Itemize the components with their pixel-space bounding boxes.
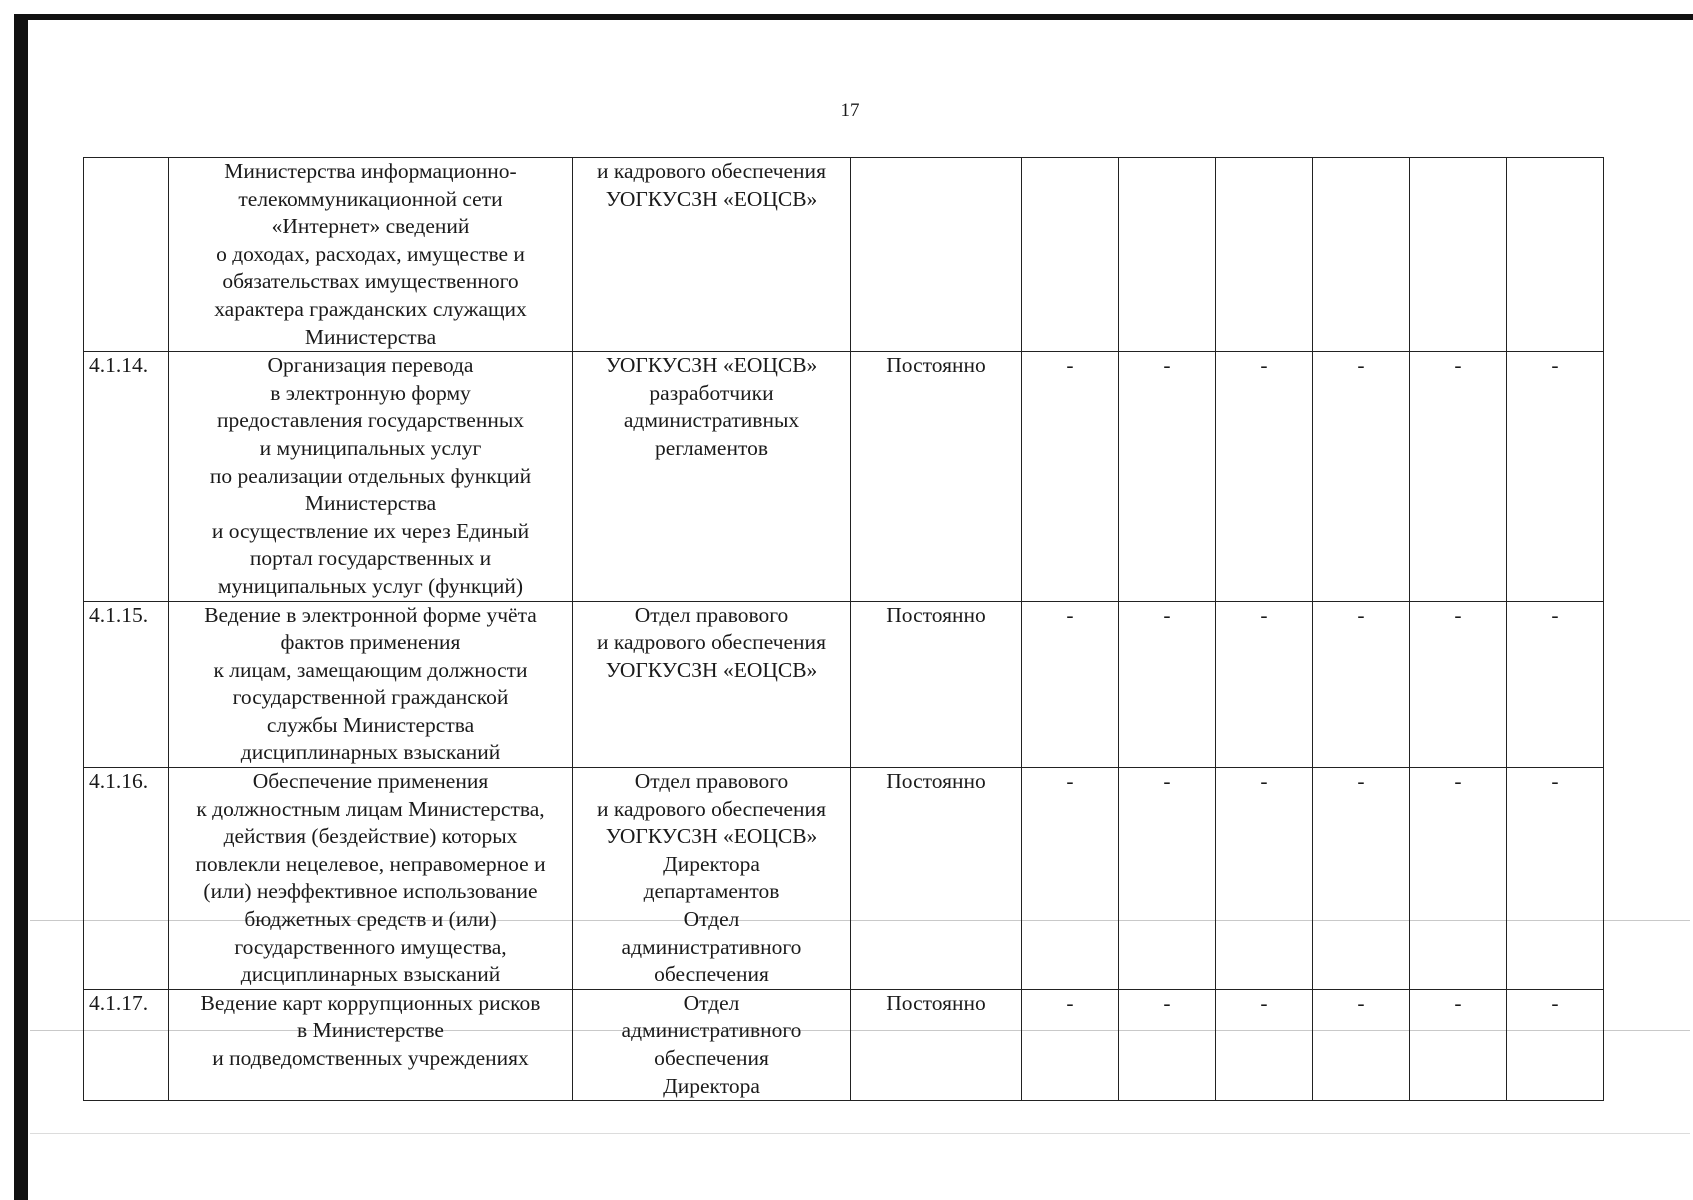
value-cell [1313, 158, 1410, 352]
item-number [84, 158, 169, 352]
value-cell: - [1313, 352, 1410, 601]
value-cell [1507, 158, 1604, 352]
value-cell: - [1410, 601, 1507, 768]
activity-name: Обеспечение применения к должностным лицам Министерства, действия (бездействие) которых повлекли нецелевое, неправомерное и (или) неэффективное использование бюджетных средств и (или) государственного имущества, дисциплинарных взысканий [169, 768, 573, 990]
value-cell: - [1313, 768, 1410, 990]
execution-term [851, 158, 1022, 352]
responsible-executor: УОГКУСЗН «ЕОЦСВ» разработчики административных регламентов [573, 352, 851, 601]
execution-term: Постоянно [851, 352, 1022, 601]
value-cell: - [1216, 601, 1313, 768]
value-cell: - [1022, 352, 1119, 601]
value-cell: - [1410, 768, 1507, 990]
value-cell: - [1022, 989, 1119, 1100]
value-cell: - [1119, 768, 1216, 990]
scan-edge-top [16, 14, 1693, 20]
value-cell: - [1119, 352, 1216, 601]
item-number: 4.1.16. [84, 768, 169, 990]
table-row [84, 352, 1604, 601]
value-cell [1410, 158, 1507, 352]
activity-name: Ведение в электронной форме учёта фактов применения к лицам, замещающим должности государственной гражданской службы Министерства дисциплинарных взысканий [169, 601, 573, 768]
activity-name: Ведение карт коррупционных рисков в Министерстве и подведомственных учреждениях [169, 989, 573, 1100]
value-cell: - [1313, 601, 1410, 768]
responsible-executor: и кадрового обеспечения УОГКУСЗН «ЕОЦСВ» [573, 158, 851, 352]
value-cell [1022, 158, 1119, 352]
value-cell: - [1507, 601, 1604, 768]
table-row [84, 601, 1604, 768]
responsible-executor: Отдел правового и кадрового обеспечения УОГКУСЗН «ЕОЦСВ» Директора департаментов Отдел административного обеспечения [573, 768, 851, 990]
value-cell: - [1119, 989, 1216, 1100]
value-cell: - [1410, 352, 1507, 601]
value-cell: - [1410, 989, 1507, 1100]
activity-table [83, 157, 1604, 1101]
page-number: 17 [840, 100, 860, 121]
item-number: 4.1.14. [84, 352, 169, 601]
value-cell: - [1022, 601, 1119, 768]
value-cell: - [1507, 989, 1604, 1100]
value-cell: - [1313, 989, 1410, 1100]
table-row [84, 768, 1604, 990]
value-cell: - [1119, 601, 1216, 768]
scan-artifact-line [30, 1133, 1690, 1134]
table-row [84, 158, 1604, 352]
value-cell [1119, 158, 1216, 352]
table-row [84, 989, 1604, 1100]
value-cell [1216, 158, 1313, 352]
value-cell: - [1216, 989, 1313, 1100]
execution-term: Постоянно [851, 601, 1022, 768]
value-cell: - [1507, 352, 1604, 601]
execution-term: Постоянно [851, 989, 1022, 1100]
value-cell: - [1022, 768, 1119, 990]
item-number: 4.1.15. [84, 601, 169, 768]
value-cell: - [1216, 768, 1313, 990]
item-number: 4.1.17. [84, 989, 169, 1100]
value-cell: - [1216, 352, 1313, 601]
responsible-executor: Отдел правового и кадрового обеспечения УОГКУСЗН «ЕОЦСВ» [573, 601, 851, 768]
scan-edge-left [14, 14, 28, 1200]
activity-name: Организация перевода в электронную форму предоставления государственных и муниципальных услуг по реализации отдельных функций Министерства и осуществление их через Единый портал государственных и муниципальных услуг (функций) [169, 352, 573, 601]
responsible-executor: Отдел административного обеспечения Директора [573, 989, 851, 1100]
execution-term: Постоянно [851, 768, 1022, 990]
activity-name: Министерства информационно- телекоммуникационной сети «Интернет» сведений о доходах, расходах, имуществе и обязательствах имущественного характера гражданских служащих Министерства [169, 158, 573, 352]
value-cell: - [1507, 768, 1604, 990]
